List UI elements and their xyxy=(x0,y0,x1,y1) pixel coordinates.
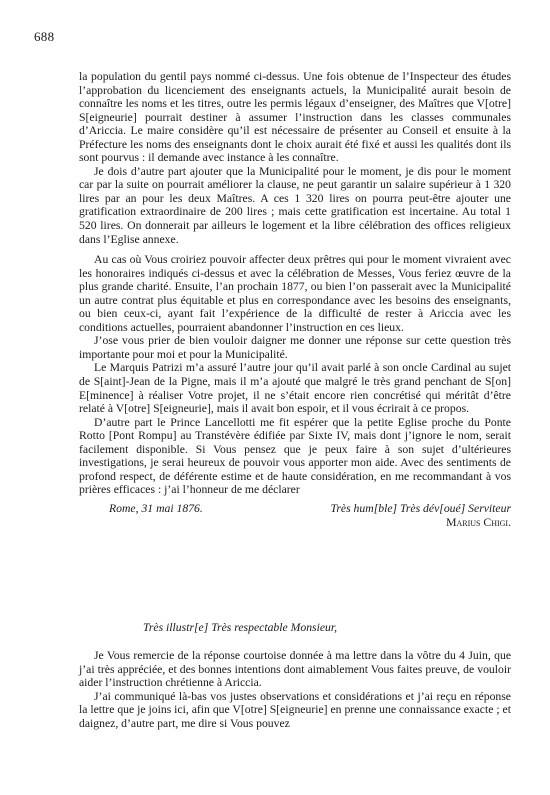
page-number: 688 xyxy=(34,29,55,44)
date-place: Rome, 31 mai 1876. xyxy=(109,501,203,515)
signatory-name: Marius Chigi. xyxy=(446,515,511,529)
paragraph-3: Au cas où Vous croiriez pouvoir affecter deux prêtres qui pour le moment vivraient avec les honoraires indiqués ci-dessus et avec la célébration de Messes, Vous feriez œuvre de la plus grande charité. Ensuite, l’an prochain 1877, ou bien l’on passerait avec la Municipalité un autre contrat plus équitable et plus en correspondance avec les besoins des enseignants, ou bien ceux-ci, ayant fait l’expérience de la difficulté de rester à Ariccia avec les conditions actuelles, pourraient abandonner l’instruction en ces lieux. xyxy=(79,253,511,334)
second-letter-body xyxy=(79,649,511,730)
paragraph-gap xyxy=(79,246,511,253)
paragraph-4: J’ose vous prier de bien vouloir daigner me donner une réponse sur cette question très importante pour moi et pour la Municipalité. xyxy=(79,334,511,361)
closing-formula: Très hum[ble] Très dév[oué] Serviteur xyxy=(330,501,511,515)
paragraph-1: la population du gentil pays nommé ci-dessus. Une fois obtenue de l’Inspecteur des études l’approbation du licenciement des enseignants actuels, la Municipalité aurait besoin de connaître les noms et les titres, outre les permis légaux d’enseigner, des Maîtres que V[otre] S[eigneurie] pourrait destiner à assumer l’instruction dans les classes communales d’Ariccia. Le maire considère qu’il est nécessaire de présenter au Conseil et ensuite à la Préfecture les noms des enseignants dont le choix aurait été fixé et aussi les qualités dont ils sont pourvus : il demande avec instance à les connaître. xyxy=(79,70,511,165)
salutation: Très illustr[e] Très respectable Monsieur, xyxy=(143,621,338,634)
paragraph-5: Le Marquis Patrizi m’a assuré l’autre jour qu’il avait parlé à son oncle Cardinal au sujet de S[aint]-Jean de la Pigne, mais il m’a ajouté que malgré le très grand penchant de S[on] E[minence] à réaliser Votre projet, il ne s’était encore rien concrétisé qui méritât d’être relaté à V[otre] S[eigneurie], mais il avait bon espoir, et il vous écrirait à ce propos. xyxy=(79,361,511,416)
paragraph-2: Je dois d’autre part ajouter que la Municipalité pour le moment, je dis pour le moment car par la suite on pourrait améliorer la clause, ne peut garantir un salaire supérieur à 1 320 lires par an pour les deux Maîtres. A ces 1 320 lires on pourra peut-être ajouter une gratification extraordinaire de 200 lires ; mais cette gratification est incertaine. Au total 1 520 lires. On donnerait par ailleurs le logement et la libre célébration des offices religieux dans l’Eglise annexe. xyxy=(79,164,511,246)
signature-row xyxy=(79,502,511,516)
letter-body xyxy=(79,70,511,529)
paragraph-7: Je Vous remercie de la réponse courtoise donnée à ma lettre dans la vôtre du 4 Juin, que j’ai très appréciée, et des bonnes intentions dont aimablement Vous faites preuve, de vouloir aider l’instruction chrétienne à Ariccia. xyxy=(79,649,511,690)
paragraph-6: D’autre part le Prince Lancellotti me fit espérer que la petite Eglise proche du Ponte Rotto [Pont Rompu] au Transtévère édifiée par Sixte IV, mais dont j’ignore le nom, serait facilement disponible. Si Vous pensez que je peux faire à son sujet d’ultérieures investigations, je serai heureux de pouvoir vous apporter mon aide. Avec des sentiments de profond respect, de déférente estime et de haute considération, en me recommandant à vos prières efficaces : j’ai l’honneur de me déclarer xyxy=(79,415,511,497)
paragraph-8: J’ai communiqué là-bas vos justes observations et considérations et j’ai reçu en réponse la lettre que je joins ici, afin que V[otre] S[eigneurie] en prenne une connaissance exacte ; et daignez, d’autre part, me dire si Vous pouvez xyxy=(79,689,511,730)
